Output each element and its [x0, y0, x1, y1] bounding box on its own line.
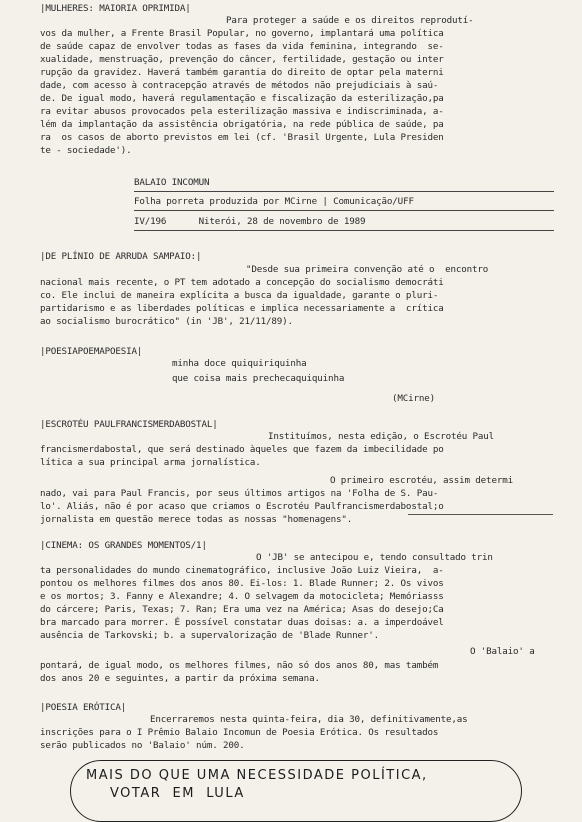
- paragraph-line: ta personalidades do mundo cinematográfico, inclusive João Luiz Vieira, a-: [40, 565, 444, 576]
- paragraph-line: Para proteger a saúde e os direitos reprodutí-: [226, 15, 474, 26]
- paragraph-line: serão publicados no 'Balaio' núm. 200.: [40, 740, 245, 751]
- paragraph-line: vos da mulher, a Frente Brasil Popular, no governo, implantará uma política: [40, 28, 444, 39]
- masthead-issue: IV/196 Niterói, 28 de novembro de 1989: [134, 216, 366, 227]
- paragraph-line: pontará, de igual modo, os melhores filmes, não só dos anos 80, mas também: [40, 660, 439, 671]
- quote-line: ao socialismo burocrático" (in 'JB', 21/11/89).: [40, 316, 293, 327]
- paragraph-line: de. De igual modo, haverá regulamentação e fiscalização da esterilização,pa: [40, 93, 444, 104]
- masthead-rule: [134, 191, 554, 192]
- paragraph-line: nado, vai para Paul Francis, por seus últimos artigos na 'Folha de S. Pau-: [40, 488, 439, 499]
- paragraph-line: te - sociedade').: [40, 145, 132, 156]
- handwritten-line: MAIS DO QUE UMA NECESSIDADE POLÍTICA,: [86, 768, 428, 783]
- masthead-title: BALAIO INCOMUN: [134, 177, 210, 188]
- underline: [408, 514, 553, 515]
- section-heading-cinema: |CINEMA: OS GRANDES MOMENTOS/1|: [40, 540, 207, 551]
- section-heading-plinio: |DE PLÍNIO DE ARRUDA SAMPAIO:|: [40, 251, 202, 262]
- paragraph-line: ausência de Tarkovski; b. a supervalorização de 'Blade Runner'.: [40, 630, 380, 641]
- poem-line: minha doce quiquiriquinha: [172, 358, 307, 369]
- paragraph-line: O primeiro escrotéu, assim determi: [330, 475, 513, 486]
- quote-line: "Desde sua primeira convenção até o encontro: [246, 264, 489, 275]
- paragraph-line: ra evitar abusos provocados pela esterilização massiva e indiscriminada, a-: [40, 106, 444, 117]
- paragraph-line: pontou os melhores filmes dos anos 80. Ei-los: 1. Blade Runner; 2. Os vivos: [40, 578, 444, 589]
- paragraph-line: O 'Balaio' a: [470, 646, 535, 657]
- poem-line: que coisa mais prechecaquiquinha: [172, 373, 345, 384]
- paragraph-line: de saúde capaz de envolver todas as fases da vida feminina, integrando se-: [40, 41, 444, 52]
- paragraph-line: dos anos 20 e seguintes, a partir da próxima semana.: [40, 673, 320, 684]
- masthead-rule: [134, 210, 554, 211]
- masthead-rule: [134, 230, 554, 231]
- paragraph-line: dade, com acesso à contracepção através de métodos não prejudiciais à saú-: [40, 80, 439, 91]
- paragraph-line: inscrições para o I Prêmio Balaio Incomun de Poesia Erótica. Os resultados: [40, 727, 439, 738]
- quote-line: nacional mais recente, o PT tem adotado a concepção do socialismo democráti: [40, 277, 444, 288]
- section-heading-poesia-erotica: |POESIA ERÓTICA|: [40, 702, 127, 713]
- section-heading-mulheres: |MULHERES: MAIORIA OPRIMIDA|: [40, 3, 191, 14]
- paragraph-line: lo'. Aliás, não é por acaso que criamos o Escrotéu Paulfrancismerdabostal;o: [40, 501, 444, 512]
- paragraph-line: lém da implantação da assistência obrigatória, na rede pública de saúde, pa: [40, 119, 444, 130]
- paragraph-line: ra os casos de aborto previstos em lei (cf. 'Brasil Urgente, Lula Presiden: [40, 132, 444, 143]
- paragraph-line: xualidade, menstruação, prevenção do câncer, fertilidade, gestação ou inter: [40, 54, 444, 65]
- paragraph-line: bra marcado para morrer. É possível constatar duas doisas: a. a imperdoável: [40, 617, 444, 628]
- paragraph-line: Encerraremos nesta quinta-feira, dia 30, definitivamente,as: [150, 714, 468, 725]
- paragraph-line: rupção da gravidez. Haverá também garantia do direito de optar pela materni: [40, 67, 444, 78]
- paragraph-line: jornalista em questão merece todas as nossas "homenagens".: [40, 514, 353, 525]
- paragraph-line: O 'JB' se antecipou e, tendo consultado trin: [256, 552, 493, 563]
- quote-line: co. Ele inclui de maneira explícita a busca da igualdade, garante o pluri-: [40, 290, 439, 301]
- poem-signature: (MCirne): [392, 393, 436, 404]
- paragraph-line: e os mortos; 3. Fanny e Alexandre; 4. O selvagem da motocicleta; Memóriasss: [40, 591, 444, 602]
- section-heading-escroteu: |ESCROTÉU PAULFRANCISMERDABOSTAL|: [40, 419, 218, 430]
- paragraph-line: lítica a sua principal arma jornalística.: [40, 457, 261, 468]
- quote-line: partidarismo e as liberdades políticas e implica necessariamente a crítica: [40, 303, 444, 314]
- handwritten-line: VOTAR EM LULA: [110, 786, 245, 801]
- paragraph-line: francismerdabostal, que será destinado àqueles que fazem da imbecilidade po: [40, 444, 444, 455]
- paragraph-line: do cárcere; Paris, Texas; 7. Ran; Era uma vez na América; Asas do desejo;Ca: [40, 604, 444, 615]
- paragraph-line: Instituímos, nesta edição, o Escrotéu Paul: [268, 431, 495, 442]
- masthead-credit: Folha porreta produzida por MCirne | Comunicação/UFF: [134, 196, 414, 207]
- section-heading-poesia: |POESIAPOEMAPOESIA|: [40, 346, 143, 357]
